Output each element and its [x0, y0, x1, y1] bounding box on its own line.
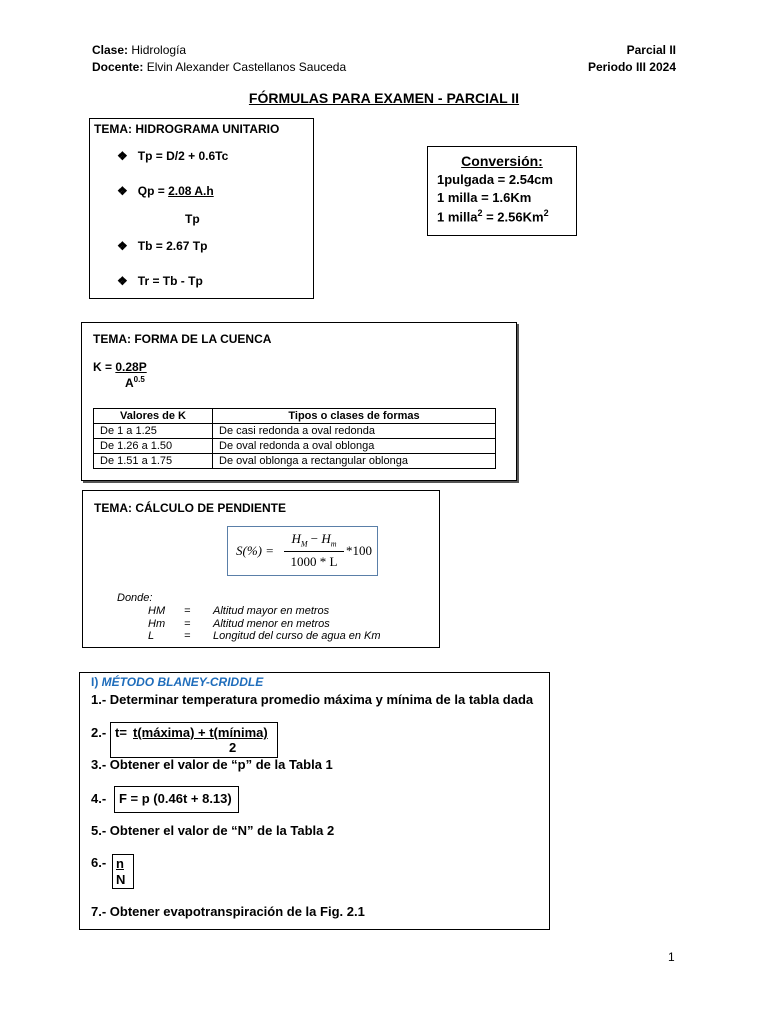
table-header: Tipos o clases de formas: [213, 409, 496, 424]
definitions-list: [148, 605, 381, 643]
parcial-label: Parcial II: [626, 43, 676, 57]
step-6-denominator: N: [116, 872, 126, 887]
conversion-line-2: 1 milla = 1.6Km: [437, 190, 532, 205]
clase-value: Hidrología: [131, 43, 187, 57]
formula-k: K = 0.28P: [93, 360, 147, 374]
bullet-icon: ❖: [117, 149, 128, 163]
table-cell: De 1.26 a 1.50: [94, 439, 213, 454]
step-5: 5.- Obtener el valor de “N” de la Tabla 2: [91, 823, 335, 838]
table-row: [94, 454, 496, 469]
definition-row: HM = Altitud mayor en metros: [148, 605, 330, 617]
table-row: [94, 439, 496, 454]
table-cell: De oval oblonga a rectangular oblonga: [213, 454, 496, 469]
bullet-icon: ❖: [117, 184, 128, 198]
pendiente-box: [82, 490, 440, 648]
step-4-formula-box: F = p (0.46t + 8.13): [114, 786, 239, 813]
step-2-numerator: t(máxima) + t(mínima): [133, 725, 268, 740]
formula-qp: ❖ Qp = 2.08 A.h: [117, 184, 214, 198]
hidrograma-heading: TEMA: HIDROGRAMA UNITARIO: [94, 122, 280, 136]
hidrograma-box: [89, 118, 314, 299]
step-6-numerator: n: [116, 856, 124, 871]
clase-line: [92, 42, 186, 58]
formula-k-denominator: $A^{0.5}$: [125, 375, 145, 390]
table-cell: De 1.51 a 1.75: [94, 454, 213, 469]
formula-tr: ❖ Tr = Tb - Tp: [117, 274, 203, 288]
formula-qp-denominator: Tp: [185, 212, 200, 226]
docente-line: [92, 59, 346, 75]
table-cell: De oval redonda a oval oblonga: [213, 439, 496, 454]
slope-formula-image: [227, 526, 378, 576]
step-6-prefix: 6.-: [91, 855, 107, 870]
step-2-denominator: 2: [229, 740, 237, 755]
table-header: Valores de K: [94, 409, 213, 424]
formula-lhs: S(%) =: [236, 543, 275, 558]
step-6-fraction-box: [112, 854, 134, 889]
forma-heading: TEMA: FORMA DE LA CUENCA: [93, 332, 272, 346]
pendiente-heading: TEMA: CÁLCULO DE PENDIENTE: [94, 501, 286, 515]
blaney-heading: I) MÉTODO BLANEY-CRIDDLE: [91, 675, 264, 689]
step-1: 1.- Determinar temperatura promedio máxima y mínima de la tabla dada: [91, 692, 534, 707]
clase-label: Clase:: [92, 43, 129, 57]
step-2-prefix: 2.-: [91, 725, 107, 740]
formula-numerator: $H_M - H_m$: [291, 531, 337, 549]
step-2-formula-box: t= t(máxima) + t(mínima) 2: [110, 722, 278, 758]
conversion-heading: Conversión:: [461, 153, 543, 169]
periodo-label: Periodo III 2024: [587, 60, 676, 74]
table-row: [94, 424, 496, 439]
docente-label: Docente:: [92, 60, 144, 74]
page-title: FÓRMULAS PARA EXAMEN - PARCIAL II: [248, 90, 520, 106]
formula-tp: ❖ Tp = D/2 + 0.6Tc: [117, 149, 229, 163]
fraction-bar: [284, 551, 344, 552]
conversion-line-1: 1pulgada = 2.54cm: [437, 172, 553, 187]
formula-tb: ❖ Tb = 2.67 Tp: [117, 239, 208, 253]
page-number: 1: [668, 950, 675, 964]
step-4-prefix: 4.-: [91, 791, 107, 806]
formula-denominator: 1000 * L: [290, 554, 338, 569]
blaney-criddle-box: [79, 672, 550, 930]
table-cell: De casi redonda a oval redonda: [213, 424, 496, 439]
bullet-icon: ❖: [117, 239, 128, 253]
table-header-row: [94, 409, 496, 424]
table-cell: De 1 a 1.25: [94, 424, 213, 439]
formula-multiplier: *100: [346, 543, 372, 558]
step-3: 3.- Obtener el valor de “p” de la Tabla 1: [91, 757, 333, 772]
step-7: 7.- Obtener evapotranspiración de la Fig. 2.1: [91, 904, 365, 919]
docente-value: Elvin Alexander Castellanos Sauceda: [146, 60, 347, 74]
definition-row: L = Longitud del curso de agua en Km: [148, 630, 381, 642]
definition-row: Hm = Altitud menor en metros: [148, 617, 330, 630]
donde-label: Donde:: [117, 592, 153, 604]
conversion-line-3: 1 milla$^2$ = $2.56Km^2$: [437, 208, 549, 225]
forma-cuenca-box: [81, 322, 517, 481]
conversion-box: [427, 146, 577, 236]
k-values-table: [93, 408, 496, 469]
bullet-icon: ❖: [117, 274, 128, 288]
